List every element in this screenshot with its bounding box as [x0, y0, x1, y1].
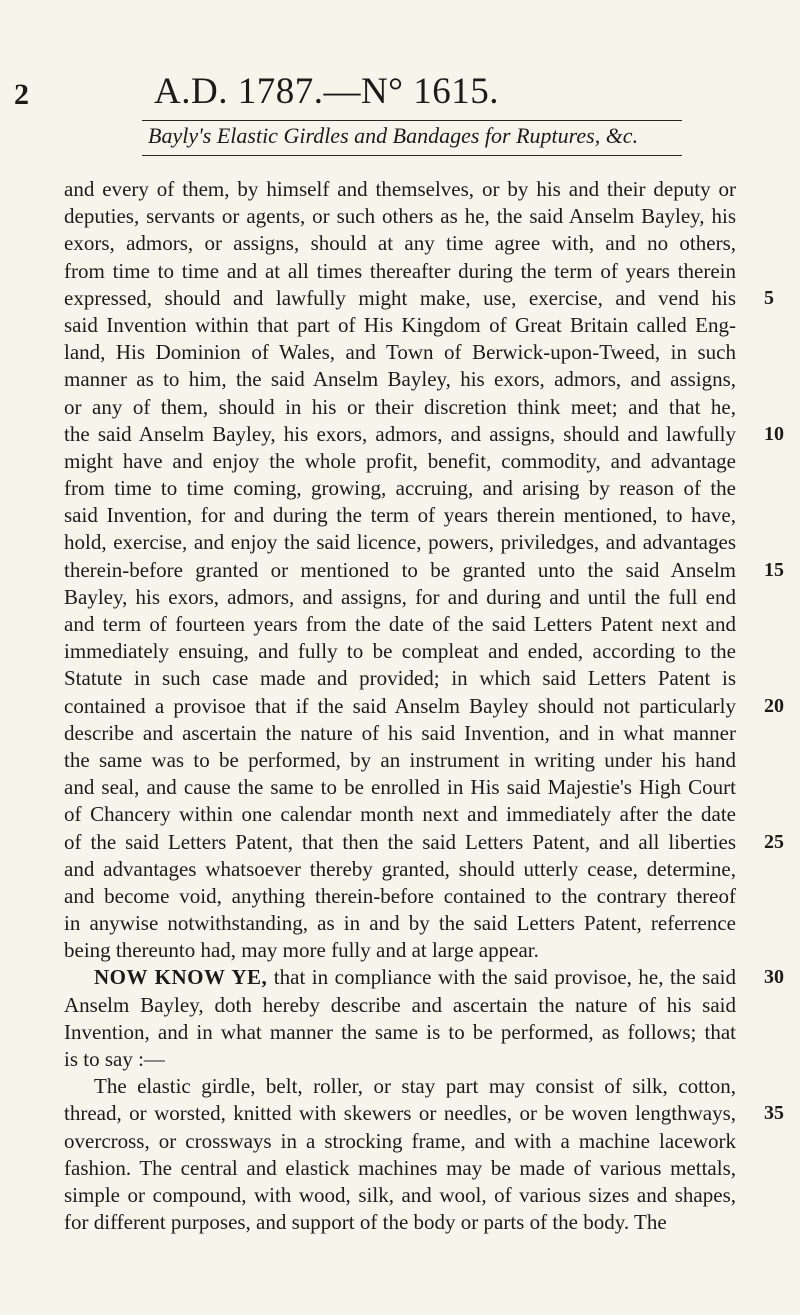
line-text: hold, exercise, and enjoy the said licence, powers, priviledges, and advantages — [64, 530, 736, 555]
text-line — [64, 1182, 736, 1209]
text-line — [64, 529, 736, 556]
text-line — [64, 366, 736, 393]
line-text: said Invention within that part of His Kingdom of Great Britain called Eng- — [64, 312, 736, 337]
line-text: from time to time coming, growing, accruing, and arising by reason of the — [64, 476, 736, 501]
text-line — [64, 502, 736, 529]
text-line — [64, 747, 736, 774]
text-line — [64, 448, 736, 475]
text-line — [64, 1073, 736, 1100]
text-line — [64, 720, 736, 747]
page-title: A.D. 1787.—N° 1615. — [154, 71, 499, 112]
line-number: 25 — [764, 830, 784, 853]
line-text: of the said Letters Patent, that then the said Letters Patent, and all liberties — [64, 829, 736, 854]
line-number: 5 — [764, 286, 774, 309]
text-line — [64, 774, 736, 801]
line-text: expressed, should and lawfully might make, use, exercise, and vend his — [64, 285, 736, 310]
document-body — [64, 176, 784, 1236]
line-text: simple or compound, with wood, silk, and wool, of various sizes and shapes, — [64, 1182, 736, 1207]
line-text: the said Anselm Bayley, his exors, admors, and assigns, should and lawfully — [64, 421, 736, 446]
line-text: contained a provisoe that if the said Anselm Bayley should not particularly — [64, 693, 736, 718]
text-line — [64, 883, 736, 910]
line-number: 10 — [764, 422, 784, 445]
line-number: 30 — [764, 966, 784, 989]
header-rule-top — [142, 120, 682, 121]
line-number: 15 — [764, 558, 784, 581]
running-head: Bayly's Elastic Girdles and Bandages for Ruptures, &c. — [148, 123, 639, 148]
line-text: in anywise notwithstanding, as in and by the said Letters Patent, referrence — [64, 911, 736, 936]
line-text: overcross, or crossways in a strocking frame, and with a machine lacework — [64, 1128, 736, 1153]
text-line — [64, 937, 736, 964]
line-text: immediately ensuing, and fully to be compleat and ended, according to the — [64, 639, 736, 664]
text-line — [64, 964, 784, 991]
line-text-rest: that in compliance with the said provisoe, he, the said — [267, 965, 737, 990]
text-line — [64, 801, 736, 828]
line-text: being thereunto had, may more fully and at large appear. — [64, 938, 539, 963]
line-text: Bayley, his exors, admors, and assigns, for and during and until the full end — [64, 584, 736, 609]
line-text: and term of fourteen years from the date of the said Letters Patent next and — [64, 612, 736, 636]
text-line — [64, 584, 736, 611]
text-line — [64, 203, 736, 230]
text-line — [64, 421, 784, 448]
line-text: thread, or worsted, knitted with skewers or needles, or be woven lengthways, — [64, 1101, 736, 1126]
line-text: The elastic girdle, belt, roller, or stay part may consist of silk, cotton, — [94, 1074, 736, 1099]
text-line — [64, 1209, 736, 1236]
line-text: and become void, anything therein-before contained to the contrary thereof — [64, 883, 736, 908]
line-text: and seal, and cause the same to be enrolled in His said Majestie's High Court — [64, 775, 736, 800]
line-text: said Invention, for and during the term of years therein mentioned, to have, — [64, 503, 736, 528]
line-text: and every of them, by himself and themselves, or by his and their deputy or — [64, 177, 736, 201]
line-text: is to say :— — [64, 1047, 165, 1071]
line-text: land, His Dominion of Wales, and Town of Berwick-upon-Tweed, in such — [64, 340, 736, 365]
line-text: Statute in such case made and provided; in which said Letters Patent is — [64, 666, 736, 691]
text-line — [64, 611, 736, 638]
line-text: the same was to be performed, by an instrument in writing under his hand — [64, 747, 736, 772]
line-text: fashion. The central and elastick machines may be made of various mettals, — [64, 1155, 736, 1180]
line-text: and advantages whatsoever thereby granted, should utterly cease, determine, — [64, 856, 736, 881]
line-text — [64, 964, 736, 991]
page-number: 2 — [14, 78, 29, 111]
text-line — [64, 856, 736, 883]
lead-in-caps: NOW KNOW YE, — [94, 965, 268, 990]
line-text: describe and ascertain the nature of his said Invention, and in what manner — [64, 720, 736, 745]
text-line — [64, 829, 784, 856]
text-line — [64, 1046, 736, 1073]
text-line — [64, 910, 736, 937]
text-line — [64, 285, 774, 312]
text-line — [64, 339, 736, 366]
text-line — [64, 394, 736, 421]
text-line — [64, 1128, 736, 1155]
text-line — [64, 992, 736, 1019]
line-text: or any of them, should in his or their discretion think meet; and that he, — [64, 394, 736, 419]
line-number: 20 — [764, 694, 784, 717]
text-line — [64, 1019, 736, 1046]
line-text: might have and enjoy the whole profit, benefit, commodity, and advantage — [64, 448, 736, 473]
line-text: Invention, and in what manner the same is to be performed, as follows; that — [64, 1019, 736, 1044]
text-line — [64, 230, 736, 257]
header-rule-bottom — [142, 155, 682, 156]
line-text: of Chancery within one calendar month next and immediately after the date — [64, 802, 736, 827]
text-line — [64, 1100, 784, 1127]
line-text: manner as to him, the said Anselm Bayley, his exors, admors, and assigns, — [64, 367, 736, 392]
line-text: therein-before granted or mentioned to be granted unto the said Anselm — [64, 557, 736, 582]
text-line — [64, 665, 736, 692]
text-line — [64, 475, 736, 502]
line-text: exors, admors, or assigns, should at any time agree with, and no others, — [64, 231, 736, 256]
text-line — [64, 638, 736, 665]
text-line — [64, 176, 736, 203]
line-text: Anselm Bayley, doth hereby describe and ascertain the nature of his said — [64, 992, 736, 1017]
line-text: for different purposes, and support of the body or parts of the body. The — [64, 1210, 667, 1235]
text-line — [64, 258, 736, 285]
text-line — [64, 312, 736, 339]
line-text: from time to time and at all times thereafter during the term of years therein — [64, 258, 736, 283]
text-line — [64, 557, 784, 584]
text-line — [64, 693, 784, 720]
line-text: deputies, servants or agents, or such others as he, the said Anselm Bayley, his — [64, 204, 736, 229]
line-number: 35 — [764, 1102, 784, 1125]
text-line — [64, 1155, 736, 1182]
